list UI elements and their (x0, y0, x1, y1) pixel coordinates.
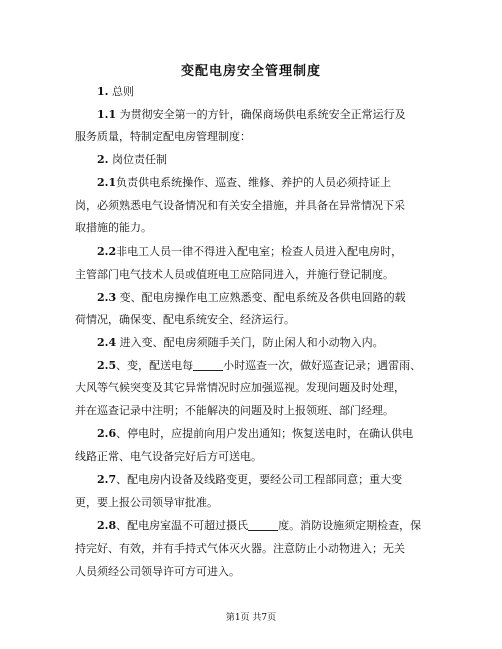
paragraph-line (75, 449, 262, 464)
line-text: 岗位责任制 (108, 153, 167, 166)
paragraph-line (75, 380, 405, 395)
line-text: 线路正常、电气设备完好后方可送电。 (75, 450, 262, 463)
line-text: 持完好、有效，并有手持式气体灭火器。注意防止小动物进入；无关 (75, 542, 405, 555)
paragraph-line (75, 198, 405, 213)
line-text: 荷情况，确保变、配电系统安全、经济运行。 (75, 313, 295, 326)
paragraph-line (97, 152, 167, 167)
section-number: 1. (97, 85, 109, 98)
paragraph-line (97, 107, 406, 122)
paragraph-line (97, 335, 384, 350)
paragraph-line (97, 426, 413, 441)
fill-in-blank (248, 519, 278, 531)
line-text: 人员须经公司领导许可方可进入。 (75, 565, 240, 578)
paragraph-line (75, 403, 394, 418)
section-number: 2.4 (97, 336, 117, 349)
section-number: 2.7 (97, 473, 117, 486)
line-text: 总则 (108, 85, 134, 98)
paragraph-line (75, 312, 295, 327)
line-text: 、停电时，应提前向用户发出通知；恢复送电时，在确认供电 (116, 427, 414, 440)
line-text: 岗，必须熟悉电气设备情况和有关安全措施，并具备在异常情况下采 (75, 199, 405, 212)
paragraph-line (97, 518, 421, 533)
section-number: 1.1 (97, 108, 117, 121)
section-number: 2.8 (97, 519, 117, 532)
line-text: 、变，配送电每 (116, 359, 194, 372)
line-text: 主管部门电气技术人员或值班电工应陪同进入，并施行登记制度。 (75, 268, 394, 281)
paragraph-line (97, 244, 402, 259)
line-text: 负责供电系统操作、巡查、维修、养护的人员必须持证上 (116, 176, 392, 189)
paragraph-line (97, 175, 391, 190)
line-text: 变、配电房操作电工应熟悉变、配电系统及各供电回路的载 (116, 291, 406, 304)
paragraph-line (97, 290, 406, 305)
line-text: 大风等气候突变及其它异常情况时应加强巡视。发现问题及时处理， (75, 381, 405, 394)
line-text: 为贯彻安全第一的方针，确保商场供电系统安全正常运行及 (116, 108, 406, 121)
line-text: 服务质量，特制定配电房管理制度： (75, 130, 251, 143)
line-text: 非电工人员一律不得进入配电室；检查人员进入配电房时， (116, 245, 403, 258)
line-text: 取措施的能力。 (75, 221, 152, 234)
section-number: 2.6 (97, 427, 117, 440)
paragraph-line (75, 220, 152, 235)
paragraph-line (75, 495, 218, 510)
section-number: 2.1 (97, 176, 117, 189)
section-number: 2. (97, 153, 109, 166)
line-text: 、配电房内设备及线路变更，要经公司工程部同意；重大变 (116, 473, 403, 486)
line-text: 进入变、配电房须随手关门，防止闲人和小动物入内。 (116, 336, 384, 349)
paragraph-line (75, 267, 394, 282)
line-text: 并在巡查记录中注明；不能解决的问题及时上报领班、部门经理。 (75, 404, 394, 417)
line-text: 小时巡查一次，做好巡查记录；遇雷雨、 (223, 359, 422, 372)
section-number: 2.5 (97, 359, 117, 372)
paragraph-line (75, 564, 240, 579)
paragraph-line (75, 541, 405, 556)
paragraph-line (97, 472, 402, 487)
paragraph-line (97, 358, 421, 373)
paragraph-line (75, 129, 251, 144)
section-number: 2.3 (97, 291, 117, 304)
line-text: 度。消防设施须定期检查，保 (278, 519, 422, 532)
line-text: 、配电房室温不可超过摄氏 (116, 519, 249, 532)
fill-in-blank (193, 359, 223, 371)
page-footer: 第1页 共7页 (225, 613, 277, 623)
line-text: 更，要上报公司领导审批准。 (75, 496, 218, 509)
document-title: 变配电房安全管理制度 (180, 64, 321, 79)
section-number: 2.2 (97, 245, 117, 258)
paragraph-line (97, 84, 134, 99)
